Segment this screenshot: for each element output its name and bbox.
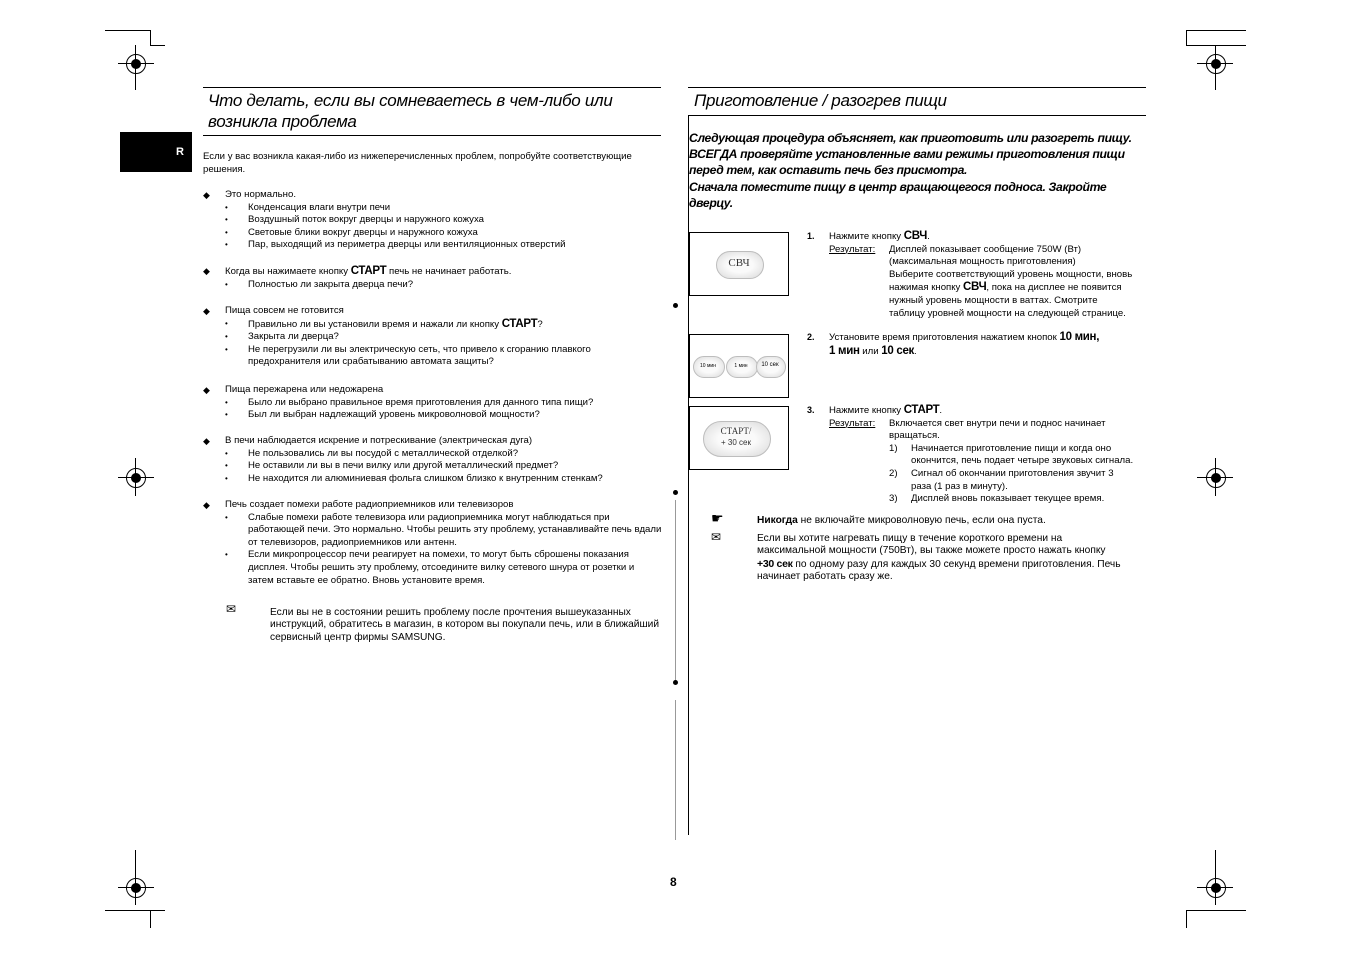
page-title-left — [208, 90, 612, 132]
button-name: 10 мин, — [1059, 331, 1100, 343]
registration-mark-icon — [126, 468, 146, 488]
list-item: • Слабые помехи работе телевизора или радиоприемника могут наблюдаться при работающей печи. Это нормально. Чтобы решить эту проблему, устанавливайте печь вдали от телевизоров, радиоприемников или антенн. — [203, 512, 662, 550]
problem-item-1 — [203, 189, 663, 252]
list-item: • Световые блики вокруг дверцы и наружного кожуха — [203, 227, 663, 240]
registration-mark-icon — [1206, 468, 1226, 488]
note-text: Если вы не в состоянии решить проблему после прочтения вышеуказанных инструкций, обратитесь в магазин, в котором вы покупали печь, или в ближайший сервисный центр фирмы SAMSUNG. — [270, 607, 660, 643]
list-item: • Конденсация влаги внутри печи — [203, 202, 663, 215]
crop-mark — [1186, 30, 1187, 45]
figure-label: + 30 сек — [721, 438, 751, 447]
result-line: Дисплей показывает сообщение 750W (Вт) — [889, 243, 1082, 255]
result-line: таблицу уровней мощности на следующей странице. — [889, 307, 1126, 319]
result-line: Сигнал об окончании приготовления звучит 3 — [911, 467, 1114, 479]
text: . — [927, 231, 930, 242]
text: ? — [537, 318, 543, 330]
problem-heading: ◆ Пища совсем не готовится — [203, 305, 663, 318]
note-icon: ✉ — [711, 530, 722, 544]
result-line: Начинается приготовление пищи и когда оно — [911, 442, 1112, 454]
tip-text — [757, 533, 1149, 584]
warning-bold: Никогда — [757, 515, 798, 526]
text: или — [859, 345, 882, 357]
figure-time-buttons — [689, 334, 789, 398]
list-item: • Полностью ли закрыта дверца печи? — [203, 279, 663, 292]
step-result — [807, 418, 1152, 443]
center-dot — [673, 490, 678, 495]
registration-mark-icon — [1206, 54, 1226, 74]
title-rule-top — [203, 87, 661, 88]
text: по одному разу для каждых 30 секунд времени приготовления. Печь — [792, 558, 1121, 570]
step-number: 2. — [807, 332, 815, 342]
title-line: возникла проблема — [208, 112, 357, 131]
result-line: окончится, печь подает четыре звуковых сигнала. — [911, 455, 1134, 467]
list-item: • Был ли выбран надлежащий уровень микроволновой мощности? — [203, 409, 663, 422]
list-item — [203, 318, 663, 332]
tip-line: Если вы хотите нагревать пищу в течение короткого времени на — [757, 533, 1063, 544]
step-1 — [807, 230, 1152, 320]
list-item: • Закрыта ли дверца? — [203, 331, 663, 344]
result-line: раза (1 раз в минуту). — [911, 480, 1008, 492]
list-item: • Не находится ли алюминиевая фольга слишком близко к внутренним стенкам? — [203, 473, 663, 486]
text: не включайте микроволновую печь, если она пуста. — [797, 515, 1046, 526]
crop-mark — [1186, 30, 1246, 31]
text: , пока на дисплее не появится — [986, 282, 1122, 294]
page-title-right: Приготовление / разогрев пищи — [694, 91, 947, 110]
problem-heading: ◆ Печь создает помехи работе радиоприемников или телевизоров — [203, 499, 663, 512]
lead-text: Следующая процедура объясняет, как приготовить или разогреть пищу. ВСЕГДА проверяйте установленные вами режимы приготовления пищи перед тем, как оставить печь без присмотра. — [689, 131, 1132, 178]
crop-mark — [150, 45, 165, 46]
problem-item-6 — [203, 499, 663, 587]
registration-mark-icon — [126, 878, 146, 898]
text: Установите время приготовления нажатием кнопок — [829, 332, 1060, 343]
title-rule-top — [688, 87, 1146, 88]
result-label: Результат: — [829, 417, 876, 429]
registration-mark-icon — [126, 54, 146, 74]
button-name: СТАРТ — [903, 404, 940, 416]
intro-text: Если у вас возникла какая-либо из нижеперечисленных проблем, попробуйте соответствующие решения. — [203, 151, 632, 175]
language-label: R — [176, 146, 184, 158]
figure-label: 1 мин — [734, 363, 748, 369]
problem-item-5 — [203, 435, 663, 485]
title-rule-bottom — [688, 115, 1146, 116]
result-line: Выберите соответствующий уровень мощности, вновь — [889, 268, 1133, 280]
step-instruction — [807, 230, 1152, 244]
result-sub-item — [807, 493, 1152, 506]
button-name: СВЧ — [903, 230, 928, 242]
figure-start-button — [689, 406, 789, 470]
list-item: • Пар, выходящий из периметра дверцы или вентиляционных отверстий — [203, 239, 663, 252]
text: . — [939, 405, 943, 416]
title-rule-bottom — [203, 135, 661, 136]
column-divider — [675, 500, 676, 680]
result-label: Результат: — [829, 243, 876, 255]
crop-mark — [105, 910, 165, 911]
text: Нажмите кнопку — [829, 405, 904, 416]
language-tab — [120, 132, 192, 172]
text: Правильно ли вы установили время и нажали ли кнопку — [248, 318, 502, 330]
crop-mark — [1186, 910, 1246, 911]
result-line: (максимальная мощность приготовления) — [889, 256, 1076, 268]
note-icon: ✉ — [226, 602, 237, 616]
step-result — [807, 244, 1152, 321]
result-line — [889, 281, 1152, 295]
text: . — [914, 345, 917, 357]
result-line: Дисплей вновь показывает текущее время. — [911, 493, 1105, 505]
figure-label: 10 сек — [761, 362, 779, 368]
list-item: • Не оставили ли вы в печи вилку или другой металлический предмет? — [203, 460, 663, 473]
button-name: СТАРТ — [501, 317, 538, 330]
text: Когда вы нажимаете кнопку — [225, 266, 351, 277]
problem-heading — [203, 265, 663, 279]
list-item: • Не пользовались ли вы посудой с металлической отделкой? — [203, 448, 663, 461]
center-dot — [673, 680, 678, 685]
list-item: • Воздушный поток вокруг дверцы и наружного кожуха — [203, 214, 663, 227]
list-item: • Если микропроцессор печи реагирует на помехи, то могут быть сброшены показания дисплея. Чтобы решить эту проблему, отсоедините вилку сетевого шнура от розетки и затем вставьте ее обратно. Вновь установите время. — [203, 549, 662, 587]
lead-text: Сначала поместите пищу в центр вращающегося подноса. Закройте дверцу. — [689, 180, 1107, 211]
result-sub-item — [807, 468, 1152, 493]
problem-heading: ◆ Это нормально. — [203, 189, 663, 202]
result-sub-item — [807, 443, 1152, 468]
pointing-hand-icon: ☛ — [711, 510, 724, 526]
problem-item-4 — [203, 384, 663, 422]
center-dot — [673, 303, 678, 308]
list-item: • Не перегрузили ли вы электрическую сеть, что привело к сгоранию плавкого предохранителя или срабатыванию автомата защиты? — [203, 344, 623, 369]
tip-line — [757, 558, 1149, 571]
crop-mark — [150, 30, 151, 45]
crop-mark — [1186, 910, 1187, 928]
sub-number: 2) — [889, 467, 898, 479]
column-divider — [675, 700, 676, 840]
registration-mark-icon — [1206, 878, 1226, 898]
button-name: СТАРТ — [350, 265, 387, 277]
text: Нажмите кнопку — [829, 231, 904, 242]
crop-mark — [150, 910, 151, 928]
problem-item-2 — [203, 265, 663, 291]
result-line: нужный уровень мощности в ваттах. Смотрите — [889, 294, 1098, 306]
sub-number: 3) — [889, 493, 898, 505]
figure-label: СВЧ — [728, 257, 750, 269]
step-instruction — [807, 331, 1152, 358]
problem-heading: ◆ Пища пережарена или недожарена — [203, 384, 663, 397]
tip-line: максимальной мощности (750Вт), вы также можете просто нажать кнопку — [757, 545, 1106, 557]
button-name: 1 мин — [829, 344, 860, 357]
crop-mark — [1186, 45, 1246, 46]
column-divider — [688, 115, 689, 835]
problem-heading: ◆ В печи наблюдается искрение и потрескивание (электрическая дуга) — [203, 435, 663, 448]
page-number: 8 — [670, 875, 677, 889]
figure-label: 10 мин — [700, 363, 716, 369]
step-number: 3. — [807, 405, 815, 415]
problem-item-3 — [203, 305, 663, 369]
figure-label: СТАРТ/ — [720, 426, 752, 436]
button-name: СВЧ — [963, 281, 987, 294]
warning-text — [757, 515, 1046, 527]
result-line: Включается свет внутри печи и поднос начинает — [889, 417, 1106, 429]
title-line: Что делать, если вы сомневаетесь в чем-либо или — [208, 91, 613, 110]
step-3 — [807, 404, 1152, 506]
step-2 — [807, 331, 1152, 358]
button-name: 10 сек — [881, 344, 915, 357]
crop-mark — [105, 30, 150, 31]
step-instruction — [807, 404, 1152, 418]
list-item: • Было ли выбрано правильное время приготовления для данного типа пищи? — [203, 397, 663, 410]
tip-line: начинает работать сразу же. — [757, 571, 893, 583]
button-name: +30 сек — [757, 557, 793, 570]
text: печь не начинает работать. — [386, 266, 512, 277]
result-line: вращаться. — [889, 430, 940, 442]
step-number: 1. — [807, 231, 815, 241]
figure-micro-button — [689, 232, 789, 296]
text: нажимая кнопку — [889, 282, 963, 294]
sub-number: 1) — [889, 442, 898, 454]
